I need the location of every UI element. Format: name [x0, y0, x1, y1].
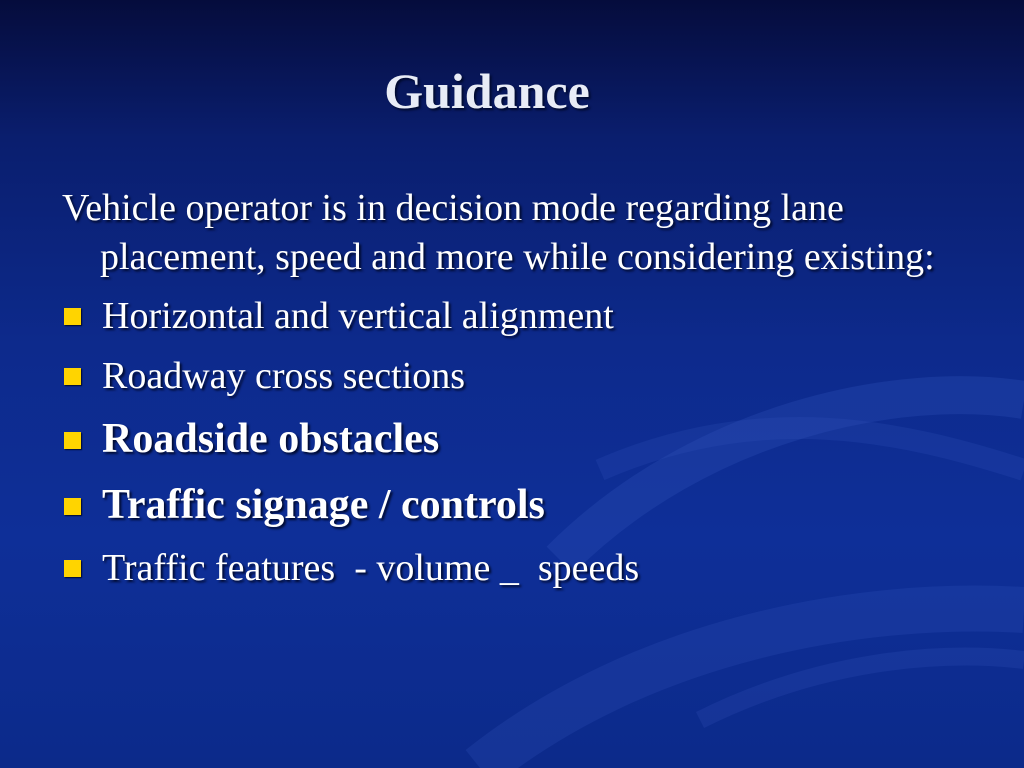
bullet-item-alignment	[62, 290, 962, 342]
square-bullet-icon	[64, 368, 81, 385]
bullet-label: Horizontal and vertical alignment	[102, 295, 614, 337]
square-bullet-icon	[64, 432, 81, 449]
bullet-label: Traffic features - volume _ speeds	[102, 547, 640, 589]
square-bullet-icon	[64, 560, 81, 577]
bullet-label: Roadway cross sections	[102, 355, 466, 397]
bullet-item-cross-sections	[62, 350, 962, 402]
square-bullet-icon	[64, 498, 81, 515]
bullet-label: Roadside obstacles	[102, 416, 440, 462]
bullet-item-traffic-signage	[62, 476, 962, 534]
bullet-list	[62, 290, 962, 594]
bullet-item-roadside-obstacles	[62, 410, 962, 468]
slide-body	[62, 184, 962, 602]
square-bullet-icon	[64, 308, 81, 325]
slide-title: Guidance	[384, 63, 590, 119]
bullet-label: Traffic signage / controls	[102, 482, 545, 528]
intro-paragraph: Vehicle operator is in decision mode regarding lane placement, speed and more while considering existing:	[62, 187, 935, 278]
bullet-item-traffic-features	[62, 542, 962, 594]
